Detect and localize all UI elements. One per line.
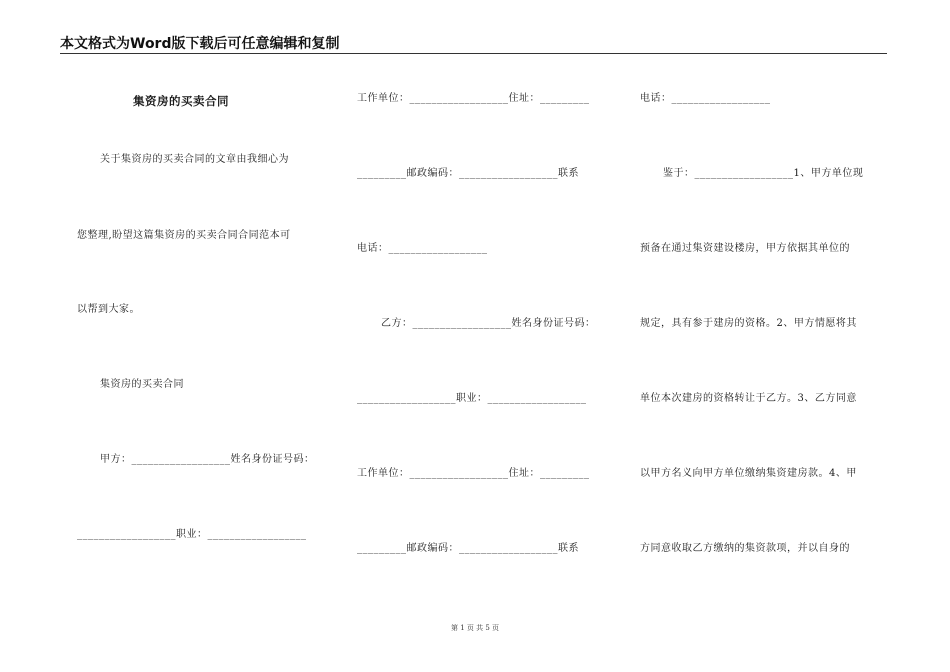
phone-line: 电话：__________________: [640, 93, 771, 104]
whereas-line: 鉴于：__________________1、甲方单位现: [663, 168, 864, 179]
document-title: 集资房的买卖合同: [133, 94, 229, 108]
work-unit-line: 工作单位：__________________住址：_________: [357, 93, 590, 104]
paragraph-line: 关于集资房的买卖合同的文章由我细心为: [100, 154, 289, 165]
postal-code-line: _________邮政编码：__________________联系: [357, 543, 579, 554]
paragraph-line: 您整理,盼望这篇集资房的买卖合同合同范本可: [77, 230, 291, 241]
paragraph-line: 规定，具有参于建房的资格。2、甲方情愿将其: [640, 318, 857, 329]
paragraph-line: 方同意收取乙方缴纳的集资款项，并以自身的: [640, 543, 850, 554]
postal-code-line: _________邮政编码：__________________联系: [357, 168, 579, 179]
paragraph-line: 单位本次建房的资格转让于乙方。3、乙方同意: [640, 393, 857, 404]
paragraph-line: 预备在通过集资建设楼房，甲方依据其单位的: [640, 243, 850, 254]
paragraph-line: 以甲方名义向甲方单位缴纳集资建房款。4、甲: [640, 468, 857, 479]
work-unit-line: 工作单位：__________________住址：_________: [357, 468, 590, 479]
party-a-line: 甲方：__________________姓名身份证号码：: [100, 454, 315, 465]
page-number: 第 1 页 共 5 页: [450, 624, 500, 632]
header-divider: [60, 53, 887, 54]
paragraph-line: 以帮到大家。: [77, 304, 140, 315]
phone-line: 电话：__________________: [357, 243, 488, 254]
document-header-title: 本文格式为Word版下载后可任意编辑和复制: [60, 36, 340, 52]
occupation-line: __________________职业：__________________: [357, 393, 587, 404]
occupation-line: __________________职业：__________________: [77, 529, 307, 540]
contract-heading: 集资房的买卖合同: [100, 379, 184, 390]
party-b-line: 乙方：__________________姓名身份证号码：: [381, 318, 596, 329]
